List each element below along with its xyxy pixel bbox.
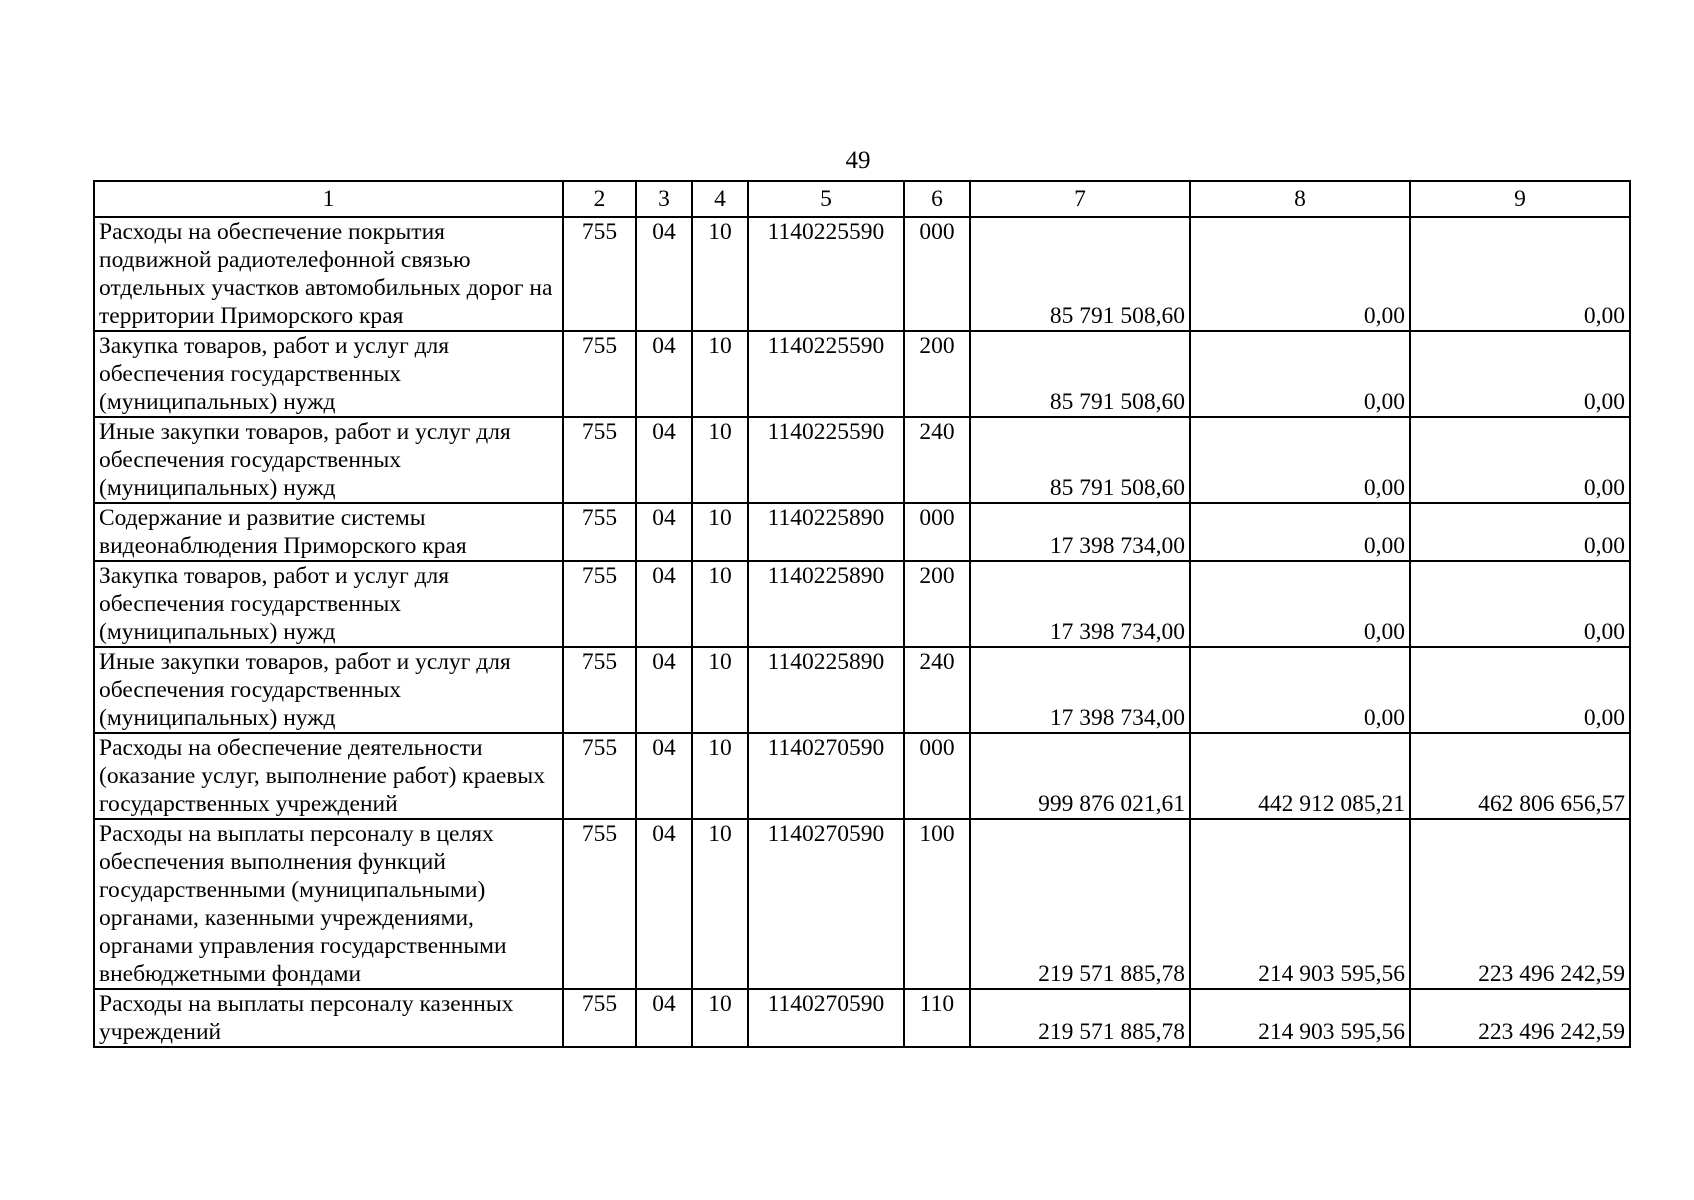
expense-name: Расходы на выплаты персоналу казенных учреждений (94, 989, 563, 1047)
target-article-code: 1140270590 (748, 819, 904, 989)
subsection-code: 10 (692, 989, 748, 1047)
amount-col8: 0,00 (1190, 217, 1410, 331)
ministry-code: 755 (563, 561, 636, 647)
column-header: 1 (94, 181, 563, 217)
table-row (94, 561, 1630, 647)
subsection-code: 10 (692, 331, 748, 417)
table-row (94, 217, 1630, 331)
amount-col7: 85 791 508,60 (970, 417, 1190, 503)
table-header-row (94, 181, 1630, 217)
table-row (94, 989, 1630, 1047)
table-row (94, 819, 1630, 989)
expense-name: Расходы на выплаты персоналу в целях обеспечения выполнения функций государственными (муниципальными) органами, казенными учреждениями, органами управления государственными внебюджетными фондами (94, 819, 563, 989)
ministry-code: 755 (563, 733, 636, 819)
column-header: 2 (563, 181, 636, 217)
table-body (94, 181, 1630, 1047)
amount-col8: 442 912 085,21 (1190, 733, 1410, 819)
expense-name: Содержание и развитие системы видеонаблюдения Приморского края (94, 503, 563, 561)
table-row (94, 647, 1630, 733)
amount-col7: 219 571 885,78 (970, 989, 1190, 1047)
expense-type-code: 200 (904, 331, 970, 417)
amount-col8: 0,00 (1190, 647, 1410, 733)
ministry-code: 755 (563, 217, 636, 331)
column-header: 6 (904, 181, 970, 217)
expense-type-code: 000 (904, 217, 970, 331)
ministry-code: 755 (563, 417, 636, 503)
table-row (94, 503, 1630, 561)
expense-name: Закупка товаров, работ и услуг для обеспечения государственных (муниципальных) нужд (94, 561, 563, 647)
expense-type-code: 000 (904, 503, 970, 561)
amount-col8: 214 903 595,56 (1190, 819, 1410, 989)
section-code: 04 (636, 503, 692, 561)
target-article-code: 1140270590 (748, 733, 904, 819)
subsection-code: 10 (692, 503, 748, 561)
page-number: 49 (845, 147, 871, 174)
section-code: 04 (636, 733, 692, 819)
target-article-code: 1140225890 (748, 561, 904, 647)
section-code: 04 (636, 989, 692, 1047)
section-code: 04 (636, 819, 692, 989)
target-article-code: 1140270590 (748, 989, 904, 1047)
target-article-code: 1140225890 (748, 647, 904, 733)
expense-type-code: 240 (904, 647, 970, 733)
subsection-code: 10 (692, 733, 748, 819)
expense-name: Расходы на обеспечение покрытия подвижной радиотелефонной связью отдельных участков автомобильных дорог на территории Приморского края (94, 217, 563, 331)
budget-table (93, 180, 1631, 1048)
amount-col9: 0,00 (1410, 417, 1630, 503)
ministry-code: 755 (563, 989, 636, 1047)
expense-type-code: 110 (904, 989, 970, 1047)
amount-col7: 219 571 885,78 (970, 819, 1190, 989)
section-code: 04 (636, 331, 692, 417)
subsection-code: 10 (692, 417, 748, 503)
section-code: 04 (636, 561, 692, 647)
amount-col9: 0,00 (1410, 331, 1630, 417)
expense-name: Иные закупки товаров, работ и услуг для обеспечения государственных (муниципальных) нужд (94, 647, 563, 733)
amount-col8: 214 903 595,56 (1190, 989, 1410, 1047)
amount-col7: 17 398 734,00 (970, 503, 1190, 561)
amount-col7: 85 791 508,60 (970, 331, 1190, 417)
expense-name: Расходы на обеспечение деятельности (оказание услуг, выполнение работ) краевых государственных учреждений (94, 733, 563, 819)
amount-col7: 85 791 508,60 (970, 217, 1190, 331)
table-row (94, 331, 1630, 417)
subsection-code: 10 (692, 819, 748, 989)
expense-type-code: 000 (904, 733, 970, 819)
column-header: 9 (1410, 181, 1630, 217)
target-article-code: 1140225590 (748, 331, 904, 417)
section-code: 04 (636, 417, 692, 503)
amount-col7: 999 876 021,61 (970, 733, 1190, 819)
table-row (94, 733, 1630, 819)
amount-col8: 0,00 (1190, 417, 1410, 503)
amount-col9: 223 496 242,59 (1410, 819, 1630, 989)
ministry-code: 755 (563, 331, 636, 417)
expense-name: Закупка товаров, работ и услуг для обеспечения государственных (муниципальных) нужд (94, 331, 563, 417)
amount-col8: 0,00 (1190, 561, 1410, 647)
subsection-code: 10 (692, 647, 748, 733)
column-header: 4 (692, 181, 748, 217)
subsection-code: 10 (692, 561, 748, 647)
section-code: 04 (636, 217, 692, 331)
section-code: 04 (636, 647, 692, 733)
amount-col9: 0,00 (1410, 217, 1630, 331)
target-article-code: 1140225590 (748, 417, 904, 503)
column-header: 5 (748, 181, 904, 217)
amount-col9: 223 496 242,59 (1410, 989, 1630, 1047)
amount-col8: 0,00 (1190, 331, 1410, 417)
amount-col8: 0,00 (1190, 503, 1410, 561)
expense-type-code: 100 (904, 819, 970, 989)
amount-col9: 0,00 (1410, 503, 1630, 561)
table-row (94, 417, 1630, 503)
target-article-code: 1140225890 (748, 503, 904, 561)
subsection-code: 10 (692, 217, 748, 331)
column-header: 3 (636, 181, 692, 217)
amount-col7: 17 398 734,00 (970, 647, 1190, 733)
expense-name: Иные закупки товаров, работ и услуг для обеспечения государственных (муниципальных) нужд (94, 417, 563, 503)
amount-col9: 0,00 (1410, 647, 1630, 733)
column-header: 7 (970, 181, 1190, 217)
column-header: 8 (1190, 181, 1410, 217)
ministry-code: 755 (563, 503, 636, 561)
expense-type-code: 200 (904, 561, 970, 647)
ministry-code: 755 (563, 647, 636, 733)
amount-col9: 462 806 656,57 (1410, 733, 1630, 819)
amount-col9: 0,00 (1410, 561, 1630, 647)
target-article-code: 1140225590 (748, 217, 904, 331)
expense-type-code: 240 (904, 417, 970, 503)
ministry-code: 755 (563, 819, 636, 989)
amount-col7: 17 398 734,00 (970, 561, 1190, 647)
